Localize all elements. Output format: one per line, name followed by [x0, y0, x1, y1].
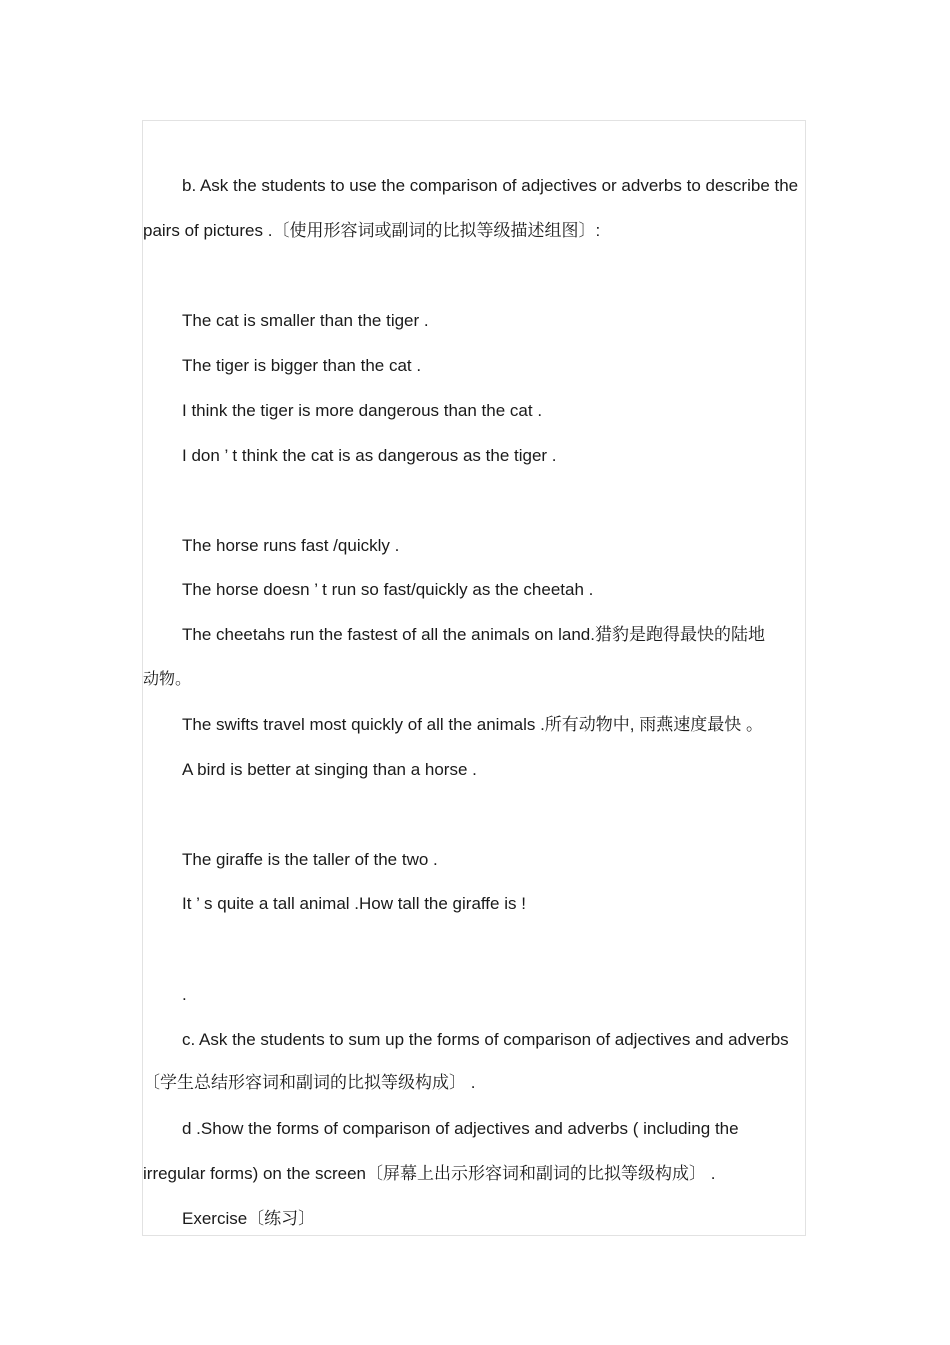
bird-sentence: A bird is better at singing than a horse . — [182, 760, 477, 779]
para-c-line-2: 〔学生总结形容词和副词的比拟等级构成〕 . — [143, 1073, 476, 1092]
cat-tiger-sentence-4: I don ’ t think the cat is as dangerous as the tiger . — [182, 446, 557, 465]
page-frame — [142, 120, 806, 1236]
para-d-line-1: d .Show the forms of comparison of adjectives and adverbs ( including the — [182, 1119, 739, 1138]
cat-tiger-sentence-1: The cat is smaller than the tiger . — [182, 311, 429, 330]
para-d-line-2: irregular forms) on the screen〔屏幕上出示形容词和副词的比拟等级构成〕 . — [143, 1164, 716, 1183]
cheetah-sentence: The cheetahs run the fastest of all the animals on land.猎豹是跑得最快的陆地 — [182, 625, 765, 644]
para-b-line-2: pairs of pictures .〔使用形容词或副词的比拟等级描述组图〕: — [143, 221, 601, 240]
para-b-line-1: b. Ask the students to use the comparison of adjectives or adverbs to describe the — [182, 176, 799, 195]
cat-tiger-sentence-3: I think the tiger is more dangerous than the cat . — [182, 401, 543, 420]
stray-dot: . — [182, 985, 187, 1004]
para-c-line-1: c. Ask the students to sum up the forms of comparison of adjectives and adverbs — [182, 1030, 789, 1049]
horse-sentence-1: The horse runs fast /quickly . — [182, 536, 400, 555]
cheetah-sentence-continuation: 动物。 — [143, 669, 192, 688]
exercise-heading: Exercise〔练习〕 — [182, 1209, 316, 1228]
swift-sentence: The swifts travel most quickly of all the animals .所有动物中, 雨燕速度最快 。 — [182, 715, 763, 734]
cat-tiger-sentence-2: The tiger is bigger than the cat . — [182, 356, 422, 375]
giraffe-sentence-2: It ’ s quite a tall animal .How tall the giraffe is ! — [182, 894, 526, 913]
horse-sentence-2: The horse doesn ’ t run so fast/quickly as the cheetah . — [182, 580, 594, 599]
giraffe-sentence-1: The giraffe is the taller of the two . — [182, 850, 438, 869]
